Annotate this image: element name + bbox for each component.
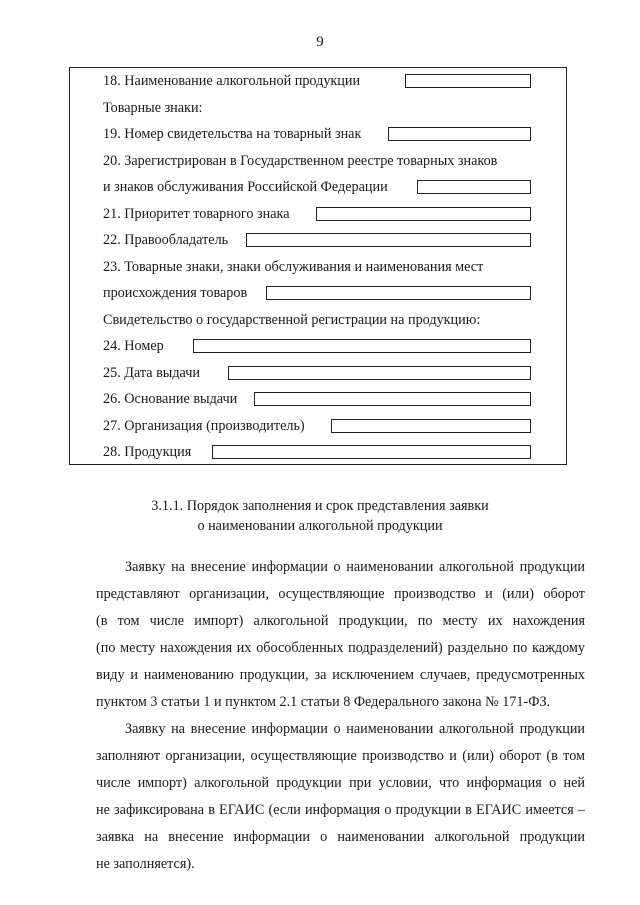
form-row-28-label: 28. Продукция [103,444,192,460]
form-row-22-label: 22. Правообладатель [103,232,229,248]
certificate-heading: Свидетельство о государственной регистрации на продукцию: [103,312,481,328]
paragraph-1-line-3: (в том числе импорт) алкогольной продукции, по месту их нахождения [96,613,585,629]
trademarks-heading: Товарные знаки: [103,100,203,116]
paragraph-2-line-1: Заявку на внесение информации о наименовании алкогольной продукции [125,721,585,737]
paragraph-1 [96,554,585,716]
paragraph-2-line-3: числе импорт) алкогольной продукции при условии, что информация о ней [96,775,585,791]
field-product-name[interactable] [405,74,531,88]
field-trademark-registry[interactable] [417,180,531,194]
form-row-19-label: 19. Номер свидетельства на товарный знак [103,126,362,142]
section-heading-line-1: 3.1.1. Порядок заполнения и срок представления заявки [151,498,489,514]
form-row-27-label: 27. Организация (производитель) [103,418,305,434]
form-row-26-label: 26. Основание выдачи [103,391,238,407]
paragraph-2-line-6: не заполняется). [96,856,195,872]
paragraph-2-line-4: не зафиксирована в ЕГАИС (если информация о продукции в ЕГАИС имеется – [96,802,585,818]
form-row-21-label: 21. Приоритет товарного знака [103,206,290,222]
form-row-23-label: 23. Товарные знаки, знаки обслуживания и наименования мест [103,259,484,275]
paragraph-1-line-2: представляют организации, осуществляющие производство и (или) оборот [96,586,585,602]
paragraph-1-line-5: виду и наименованию продукции, за исключением случаев, предусмотренных [96,667,585,683]
field-trademark-certificate[interactable] [388,127,531,141]
field-product[interactable] [212,445,531,459]
form-box [69,67,567,465]
form-row-20-label-cont: и знаков обслуживания Российской Федерации [103,179,388,195]
field-origin-names[interactable] [266,286,531,300]
paragraph-2-line-2: заполняют организации, осуществляющие производство и (или) оборот (в том [96,748,585,764]
paragraph-1-line-4: (по месту нахождения их обособленных подразделений) раздельно по каждому [96,640,585,656]
field-trademark-priority[interactable] [316,207,531,221]
paragraph-2 [96,716,585,878]
form-row-24-label: 24. Номер [103,338,164,354]
form-row-18-label: 18. Наименование алкогольной продукции [103,73,361,89]
field-issue-basis[interactable] [254,392,531,406]
field-rights-holder[interactable] [246,233,531,247]
field-certificate-number[interactable] [193,339,531,353]
form-row-25-label: 25. Дата выдачи [103,365,201,381]
field-issue-date[interactable] [228,366,531,380]
paragraph-2-line-5: заявка на внесение информации о наименовании алкогольной продукции [96,829,585,845]
section-heading-line-2: о наименовании алкогольной продукции [197,518,443,534]
form-row-23-label-cont: происхождения товаров [103,285,248,301]
paragraph-1-line-1: Заявку на внесение информации о наименовании алкогольной продукции [125,559,585,575]
paragraph-1-line-6: пунктом 3 статьи 1 и пунктом 2.1 статьи 8 Федерального закона № 171-ФЗ. [96,694,551,710]
form-row-20-label: 20. Зарегистрирован в Государственном реестре товарных знаков [103,153,498,169]
field-manufacturer[interactable] [331,419,531,433]
page-number: 9 [316,34,324,50]
